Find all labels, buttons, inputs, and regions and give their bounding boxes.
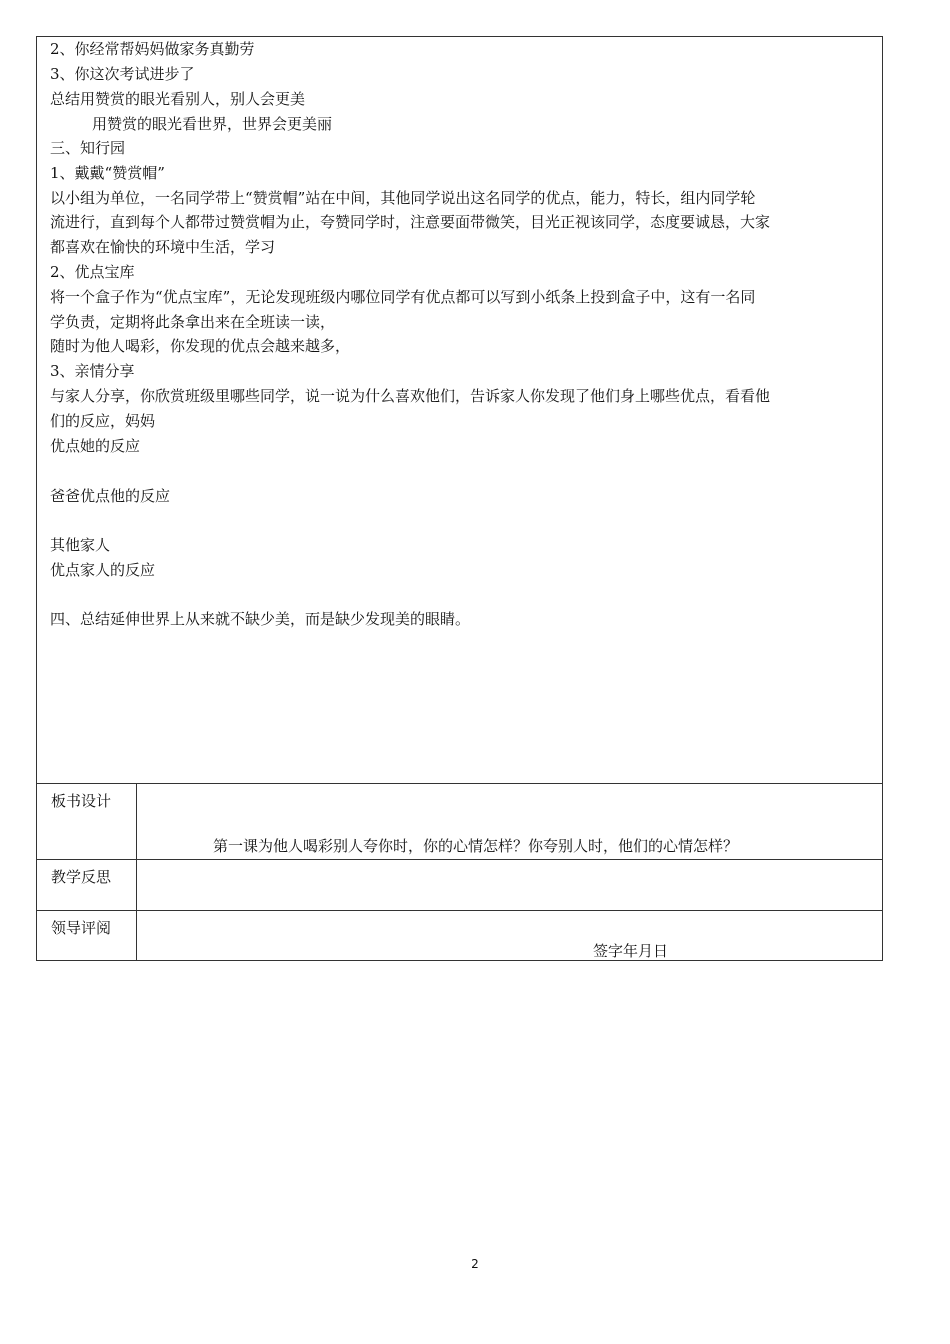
body-line: 都喜欢在愉快的环境中生活，学习: [50, 238, 276, 256]
body-line: 3、亲情分享: [50, 362, 135, 380]
lesson-content-cell: [36, 36, 883, 784]
teaching-reflection-row: [36, 860, 883, 911]
row-label-cell: [37, 860, 137, 910]
body-line: 流进行，直到每个人都带过赞赏帽为止，夸赞同学时，注意要面带微笑，目光正视该同学，态度要诚恳，大家: [50, 213, 771, 231]
teaching-reflection-label: 教学反思: [51, 868, 112, 886]
row-label-cell: [37, 784, 137, 859]
body-line: 们的反应，妈妈: [50, 412, 156, 430]
body-line: 随时为他人喝彩，你发现的优点会越来越多，: [50, 337, 351, 355]
leader-review-label: 领导评阅: [51, 919, 112, 937]
section-heading: 三、知行园: [50, 139, 126, 157]
body-line: 优点她的反应: [50, 437, 141, 455]
board-design-label: 板书设计: [51, 792, 112, 810]
body-line: 与家人分享，你欣赏班级里哪些同学，说一说为什么喜欢他们，告诉家人你发现了他们身上哪些优点，看看他: [50, 387, 771, 405]
body-line: 总结用赞赏的眼光看别人，别人会更美: [50, 90, 306, 108]
body-line: 2、优点宝库: [50, 263, 135, 281]
body-line: 其他家人: [50, 536, 111, 554]
body-line: 1、戴戴“赞赏帽”: [50, 164, 165, 182]
row-label-cell: [37, 911, 137, 960]
body-line: 3、你这次考试进步了: [50, 65, 195, 83]
board-design-content: 第一课为他人喝彩别人夸你时，你的心情怎样？你夸别人时，他们的心情怎样？: [213, 837, 739, 855]
board-design-row: [36, 784, 883, 860]
body-line: 用赞赏的眼光看世界，世界会更美丽: [92, 115, 333, 133]
section-heading: 四、总结延伸世界上从来就不缺少美，而是缺少发现美的眼睛。: [50, 610, 471, 628]
page-number: 2: [471, 1257, 479, 1271]
body-line: 以小组为单位，一名同学带上“赞赏帽”站在中间，其他同学说出这名同学的优点，能力，特长，组内同学轮: [50, 189, 756, 207]
leader-review-signature: 签字年月日: [593, 942, 669, 960]
body-line: 优点家人的反应: [50, 561, 156, 579]
body-line: 爸爸优点他的反应: [50, 487, 171, 505]
body-line: 将一个盒子作为“优点宝库”，无论发现班级内哪位同学有优点都可以写到小纸条上投到盒子中，这有一名同: [50, 288, 756, 306]
body-line: 2、你经常帮妈妈做家务真勤劳: [50, 40, 255, 58]
leader-review-row: [36, 911, 883, 961]
body-line: 学负责，定期将此条拿出来在全班读一读，: [50, 313, 336, 331]
